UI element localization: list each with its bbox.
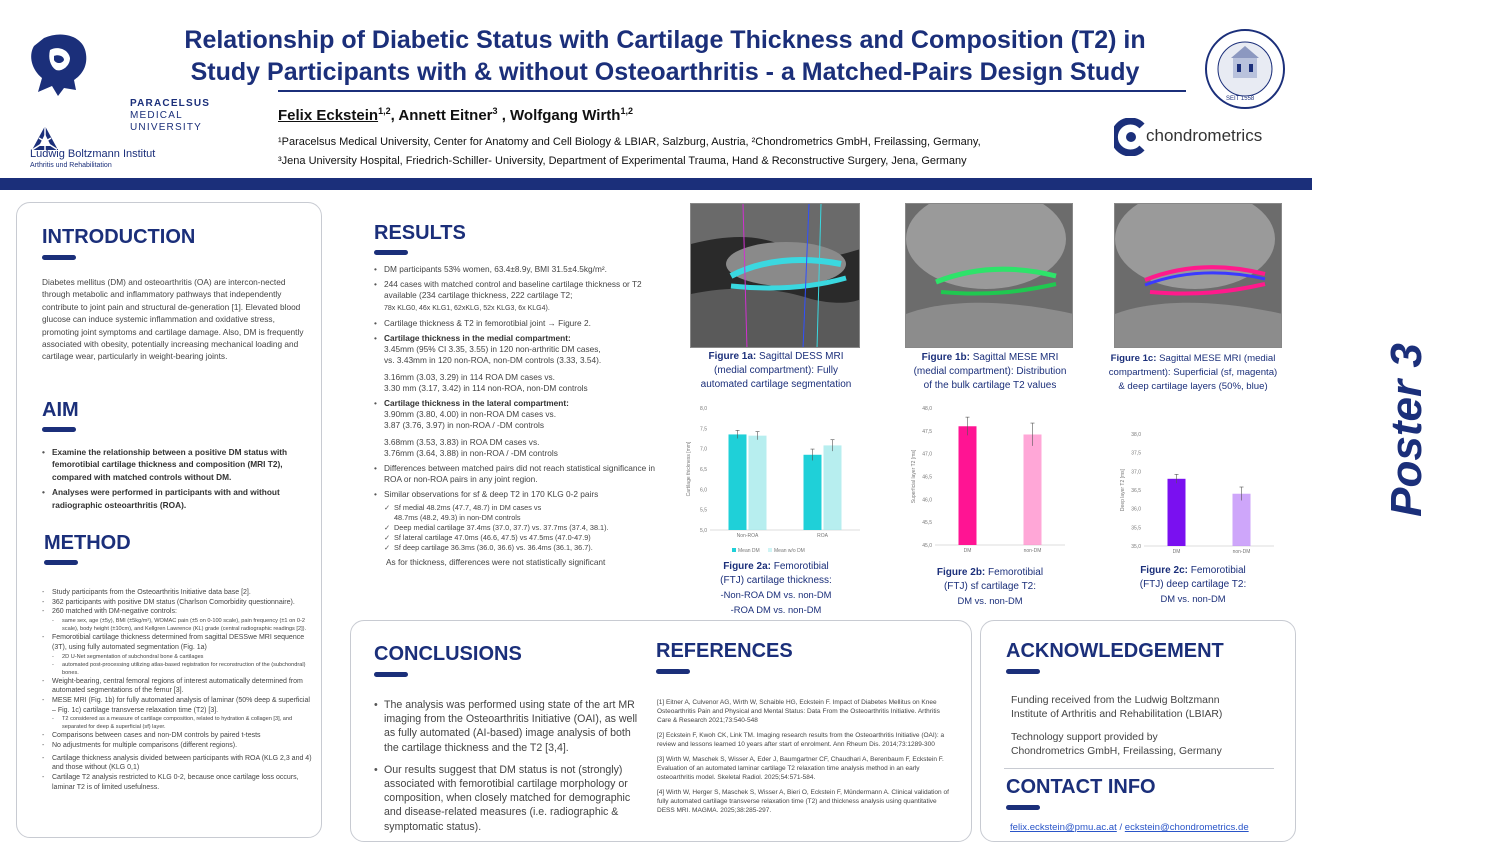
header-band xyxy=(0,178,1312,190)
email-link-pmu[interactable]: felix.eckstein@pmu.ac.at xyxy=(1010,822,1117,833)
figure-1c-label: Figure 1c: xyxy=(1110,353,1157,364)
figure-2b-label: Figure 2b: xyxy=(936,567,986,578)
y-tick-label: 7,0 xyxy=(700,446,707,453)
figure-1a-label: Figure 1a: xyxy=(708,351,757,362)
y-tick-label: 36,0 xyxy=(1131,506,1141,513)
chart-svg xyxy=(680,400,870,560)
method-item: - Cartilage T2 analysis restricted to KLG 0-2, because once cartilage loss occurs, laminar T2 is of limited usefulness. xyxy=(42,773,314,792)
figure-2a-text-4: -ROA DM vs. non-DM xyxy=(730,604,822,615)
chart-svg xyxy=(1114,426,1284,566)
y-tick-label: 6,5 xyxy=(700,467,707,473)
y-tick-label: 36,5 xyxy=(1131,488,1141,494)
method-item: - Study participants from the Osteoarthritis Initiative data base [2]. xyxy=(42,588,314,598)
result-r4c: 3.16mm (3.03, 3.29) in 114 ROA DM cases vs. xyxy=(384,371,555,382)
figure-2b-caption xyxy=(915,566,1065,609)
result-r4d: 3.30 mm (3.17, 3.42) in 114 non-ROA, non-DM controls xyxy=(384,382,588,393)
result-r5b: 3.87 (3.76, 3.97) in non-ROA / -DM controls xyxy=(384,420,545,431)
bar xyxy=(824,445,842,530)
result-item: • DM participants 53% women, 63.4±8.9y, BMI 31.5±4.5kg/m². xyxy=(374,264,666,275)
y-tick-label: 5,0 xyxy=(700,528,707,534)
bar xyxy=(804,455,822,530)
funding-line-1: Funding received from the Ludwig Boltzmann xyxy=(1011,695,1220,706)
chart-svg xyxy=(905,400,1075,565)
references-list xyxy=(657,698,953,821)
result-r5c: 3.68mm (3.53, 3.83) in ROA DM cases vs. xyxy=(384,436,540,447)
figure-2c-chart xyxy=(1114,426,1284,566)
figure-2c-text-3: DM vs. non-DM xyxy=(1160,593,1226,604)
figure-2c-label: Figure 2c: xyxy=(1140,565,1188,576)
introduction-heading-bar xyxy=(42,255,76,260)
introduction-text: Diabetes mellitus (DM) and osteoarthritis (OA) are intercon-nected through metabolic and inflammatory pathways that independently contribute to joint pain and structural de-generation [1]. Elevated blood glucose can induce systemic inflammation and oxidative stress, promoting joint symptoms and cartilage damage. Also, DM is frequently associated with obesity, potentially increasing mechanical loading and cartilage wear, particularly in weight-bearing joints. xyxy=(42,277,304,362)
legend-swatch xyxy=(732,548,736,552)
bar xyxy=(729,434,747,530)
figure-1a-caption xyxy=(686,350,866,392)
figure-2c-text-1: Femorotibial xyxy=(1187,565,1246,576)
method-item: - Comparisons between cases and non-DM controls by paired t-tests xyxy=(42,731,314,741)
method-subitem: - 2D U-Net segmentation of subchondral bone & cartilages xyxy=(52,653,314,661)
y-tick-label: 46,0 xyxy=(922,497,932,504)
bar xyxy=(749,436,767,530)
result-r4a: 3.45mm (95% CI 3.35, 3.55) in 120 non-arthritic DM cases, xyxy=(384,344,601,355)
result-item xyxy=(374,489,666,552)
conclusion-item: • The analysis was performed using state of the art MR imaging from the Osteoarthritis Initiative (OAI), as well as fully automated (AI-based) image analysis of both the cartilage thickness and the T2 [3,4]. xyxy=(374,698,640,755)
legend-label: Mean DM xyxy=(738,548,760,554)
method-list xyxy=(42,588,314,793)
y-tick-label: 46,5 xyxy=(922,474,932,481)
x-tick-label: non-DM xyxy=(1232,549,1251,555)
author-eckstein-sup: 1,2 xyxy=(378,106,391,116)
author-wirth: , Wolfgang Wirth xyxy=(497,107,621,124)
method-item: - 362 participants with positive DM status (Charlson Comorbidity questionnaire). xyxy=(42,598,314,608)
pmu-line2: MEDICAL xyxy=(130,110,183,121)
y-tick-label: 35,5 xyxy=(1131,525,1141,532)
x-tick-label: ROA xyxy=(817,533,828,539)
result-subitem xyxy=(384,503,666,523)
figure-1a-text-1: Sagittal DESS MRI xyxy=(756,351,844,362)
method-item: - MESE MRI (Fig. 1b) for fully automated analysis of laminar (50% deep & superficial – Fig. 1c) cartilage transverse relaxation time (T2) [3]. xyxy=(42,696,314,715)
figure-2a-chart xyxy=(680,400,870,560)
pmu-line1: PARACELSUS xyxy=(130,98,211,109)
y-tick-label: 47,5 xyxy=(922,428,932,435)
y-tick-label: 5,5 xyxy=(700,507,707,514)
result-r2: 244 cases with matched control and baseline cartilage thickness or T2 available (234 cartilage thickness, 222 cartilage T2; xyxy=(384,279,642,301)
method-item: - Cartilage thickness analysis divided between participants with ROA (KLG 2,3 and 4) and those without (KLG 0,1) xyxy=(42,754,314,773)
aim-heading: AIM xyxy=(42,399,79,421)
references-heading-bar xyxy=(656,669,690,674)
figure-1b-caption xyxy=(900,351,1080,393)
y-tick-label: 38,0 xyxy=(1131,432,1141,438)
figure-1b-text-1: Sagittal MESE MRI xyxy=(969,352,1059,363)
title-line-1: Relationship of Diabetic Status with Cartilage Thickness and Composition (T2) in xyxy=(184,26,1146,54)
author-eitner: , Annett Eitner xyxy=(390,107,493,124)
poster-number-label: Poster 3 xyxy=(1381,343,1431,517)
email-separator: / xyxy=(1116,822,1125,833)
figure-1a-image xyxy=(690,203,860,348)
result-item xyxy=(374,279,666,314)
figure-2a-caption xyxy=(696,560,856,618)
author-wirth-sup: 1,2 xyxy=(620,106,633,116)
contact-emails xyxy=(1010,822,1249,833)
conclusions-list xyxy=(374,698,640,834)
reference-item: [2] Eckstein F, Kwoh CK, Link TM. Imaging research results from the Osteoarthritis Initiative (OAI): a review and lessons learned 10 years after start of enrolment. Ann Rheum Dis. 2014;73:1289-300 xyxy=(657,732,945,748)
conclusions-heading-bar xyxy=(374,672,408,677)
method-subitem: - automated post-processing utilizing atlas-based registration for reconstruction of the (subchondral) bones. xyxy=(52,661,314,677)
figure-2c-caption xyxy=(1118,564,1268,607)
reference-item: [1] Eitner A, Culvenor AG, Wirth W, Schaible HG, Eckstein F. Impact of Diabetes Mellitus on Knee Osteoarthritis Pain and Physical and Mental Status: Data From the Osteoarthritis Initiative. Arthritis Care & Research 2021;73:540-548 xyxy=(657,699,940,724)
method-heading: METHOD xyxy=(44,532,131,554)
acknowledgement-text xyxy=(1011,694,1222,759)
figure-2a-text-2: (FTJ) cartilage thickness: xyxy=(720,575,832,586)
result-item: • Cartilage thickness & T2 in femorotibial joint → Figure 2. xyxy=(374,318,666,329)
y-tick-label: 45,0 xyxy=(922,543,932,549)
pmu-logo-icon xyxy=(24,30,94,98)
y-axis-label: Deep layer T2 [ms] xyxy=(1120,468,1126,512)
email-link-chondrometrics[interactable]: eckstein@chondrometrics.de xyxy=(1124,822,1249,833)
method-subitem: - same sex, age (±5y), BMI (±5kg/m²), WOMAC pain (±5 on 0-100 scale), pain frequency (±1 on 0-2 scale), body height (±10cm), and Kellgren Lawrence (KL) grade (central radiographic readings [2]). xyxy=(52,617,314,633)
x-tick-label: DM xyxy=(963,548,972,554)
figure-1b-label: Figure 1b: xyxy=(921,352,970,363)
figure-2a-label: Figure 2a: xyxy=(723,561,771,572)
reference-item: [4] Wirth W, Herger S, Maschek S, Wisser A, Bieri O, Eckstein F, Mündermann A. Clinical validation of fully automated cartilage transverse relaxation time (T2) and thickness analysis using quantitative DESS MRI. MAGMA. 2025;38:285-297. xyxy=(657,789,949,814)
reference-item: [3] Wirth W, Maschek S, Wisser A, Eder J, Baumgartner CF, Chaudhari A, Berenbaum F, Eckstein F. Evaluation of an automated laminar cartilage T2 relaxation time analysis method in an early osteoarthritis model. Skeletal Radiol. 2025;54:571-584. xyxy=(657,756,944,781)
aim-list xyxy=(42,446,310,511)
bar xyxy=(1233,494,1251,546)
title-rule xyxy=(278,90,1186,92)
pmu-line3: UNIVERSITY xyxy=(130,122,203,133)
method-item: - No adjustments for multiple comparisons (different regions). xyxy=(42,741,314,751)
legend-label: Mean w/o DM xyxy=(774,548,805,554)
bar xyxy=(1024,434,1042,545)
acknowledgement-heading-bar xyxy=(1006,669,1040,674)
chondrometrics-logo-icon xyxy=(1114,118,1146,156)
method-item: - Femorotibial cartilage thickness determined from sagittal DESSwe MRI sequence (3T), using fully automated segmentation (Fig. 1a) xyxy=(42,633,314,652)
y-tick-label: 37,0 xyxy=(1131,469,1141,476)
authors xyxy=(278,106,633,124)
y-tick-label: 37,5 xyxy=(1131,450,1141,457)
result-r5d: 3.76mm (3.64, 3.88) in non-ROA / -DM controls xyxy=(384,447,558,458)
affiliation-1: ¹Paracelsus Medical University, Center for Anatomy and Cell Biology & LBIAR, Salzburg, Austria, ²Chondrometrics GmbH, Freilassing, Germany, xyxy=(278,136,981,148)
method-item: - 260 matched with DM-negative controls: xyxy=(42,607,314,617)
result-closing: As for thickness, differences were not statistically significant xyxy=(386,556,606,567)
figure-2b-text-3: DM vs. non-DM xyxy=(957,595,1023,606)
figure-2c-text-2: (FTJ) deep cartilage T2: xyxy=(1139,579,1247,590)
result-subitem: ✓ Deep medial cartilage 37.4ms (37.0, 37.7) vs. 37.7ms (37.4, 38.1). xyxy=(384,523,666,533)
lbi-name: Ludwig Boltzmann Institut xyxy=(30,148,156,160)
results-list xyxy=(374,264,666,568)
figure-1c-text-1: Sagittal MESE MRI (medial xyxy=(1156,353,1276,364)
author-eckstein: Felix Eckstein xyxy=(278,107,379,124)
ack-divider xyxy=(1004,768,1274,769)
aim-heading-bar xyxy=(42,427,76,432)
results-heading: RESULTS xyxy=(374,222,466,244)
result-r5a: 3.90mm (3.80, 4.00) in non-ROA DM cases vs. xyxy=(384,409,556,420)
introduction-heading: INTRODUCTION xyxy=(42,226,196,248)
conclusion-item: • Our results suggest that DM status is not (strongly) associated with femorotibial cartilage morphology or composition, when closely matched for demographic and disease-related measures (i.e. radiographic & symptomatic status). xyxy=(374,763,640,834)
result-item xyxy=(374,333,666,394)
figure-1b-text-3: of the bulk cartilage T2 values xyxy=(923,380,1057,391)
result-item xyxy=(374,398,666,459)
title-line-2: Study Participants with & without Osteoarthritis - a Matched-Pairs Design Study xyxy=(190,58,1140,86)
figure-1c-image xyxy=(1114,203,1282,348)
result-r2b: 78x KLG0, 46x KLG1, 62xKLG, 52x KLG3, 6x KLG4). xyxy=(384,304,550,312)
x-tick-label: Non-ROA xyxy=(736,533,759,539)
chondrometrics-logo-text xyxy=(1146,126,1262,146)
legend-swatch xyxy=(768,548,772,552)
result-item: • Differences between matched pairs did not reach statistical significance in ROA or non-ROA pairs in any joint region. xyxy=(374,463,666,485)
lbi-logo-text xyxy=(30,148,155,172)
y-tick-label: 48,0 xyxy=(922,406,932,412)
result-r7a: Sf medial 48.2ms (47.7, 48.7) in DM cases vs xyxy=(394,502,542,512)
x-tick-label: DM xyxy=(1172,549,1181,555)
figure-2a-text-3: -Non-ROA DM vs. non-DM xyxy=(720,589,832,600)
y-tick-label: 45,5 xyxy=(922,520,932,527)
author-eitner-sup: 3 xyxy=(492,106,498,116)
conclusions-heading: CONCLUSIONS xyxy=(374,643,522,665)
y-tick-label: 35,0 xyxy=(1131,544,1141,550)
acknowledgement-heading: ACKNOWLEDGEMENT xyxy=(1006,640,1224,662)
support-line-2: Chondrometrics GmbH, Freilassing, Germany xyxy=(1011,746,1222,757)
bar xyxy=(1168,479,1186,546)
method-item: - Weight-bearing, central femoral regions of interest automatically determined from automated segmentations of the femur [3]. xyxy=(42,677,314,696)
results-heading-bar xyxy=(374,250,408,255)
poster-number xyxy=(1360,330,1470,530)
chondrometrics-name: chondrometrics xyxy=(1146,126,1263,145)
contact-heading-bar xyxy=(1006,805,1040,810)
method-heading-bar xyxy=(44,560,78,565)
y-axis-label: Superficial layer T2 [ms] xyxy=(911,449,917,504)
jena-seal-year: SEIT 1558 xyxy=(1226,96,1255,102)
figure-1c-text-2: compartment): Superficial (sf, magenta) xyxy=(1108,367,1278,378)
affiliation-2: ³Jena University Hospital, Friedrich-Schiller- University, Department of Experimental Trauma, Hand & Reconstructive Surgery, Jena, Germany xyxy=(278,155,967,167)
method-subitem: - T2 considered as a measure of cartilage composition, related to hydration & collagen [3], and separated for deep & superficial (sf) layer. xyxy=(52,715,314,731)
result-r4b: vs. 3.43mm in 120 non-ROA, non-DM controls (3.33, 3.54). xyxy=(384,355,602,366)
funding-line-2: Institute of Arthritis and Rehabilitation (LBIAR) xyxy=(1011,709,1223,720)
poster-title xyxy=(140,24,1190,88)
bar xyxy=(959,426,977,545)
contact-heading: CONTACT INFO xyxy=(1006,776,1156,798)
result-medial-heading: Cartilage thickness in the medial compartment: xyxy=(384,333,571,344)
aim-item: • Examine the relationship between a positive DM status with femorotibial cartilage thickness and composition (MRI T2), compared with matched controls without DM. xyxy=(42,446,310,483)
y-tick-label: 6,0 xyxy=(700,487,707,494)
y-tick-label: 7,5 xyxy=(700,426,707,433)
references-heading: REFERENCES xyxy=(656,640,793,662)
figure-1c-text-3: & deep cartilage layers (50%, blue) xyxy=(1118,381,1268,392)
result-r7: Similar observations for sf & deep T2 in 170 KLG 0-2 pairs xyxy=(384,489,599,500)
result-r7a2: 48.7ms (48.2, 49.3) in non-DM controls xyxy=(394,512,521,522)
figure-1b-image xyxy=(905,203,1073,348)
lbi-sub: Arthritis und Rehabilitation xyxy=(30,162,112,169)
figure-2b-text-1: Femorotibial xyxy=(985,567,1044,578)
pmu-logo-text xyxy=(130,98,210,134)
figure-2a-text-1: Femorotibial xyxy=(770,561,829,572)
figure-2b-text-2: (FTJ) sf cartilage T2: xyxy=(943,581,1037,592)
result-subitem: ✓ Sf lateral cartilage 47.0ms (46.6, 47.5) vs 47.5ms (47.0-47.9) xyxy=(384,533,666,543)
figure-2b-chart xyxy=(905,400,1075,565)
result-lateral-heading: Cartilage thickness in the lateral compartment: xyxy=(384,398,569,409)
aim-item: • Analyses were performed in participants with and without radiographic osteoarthritis (ROA). xyxy=(42,486,310,511)
figure-1a-text-2: (medial compartment): Fully xyxy=(714,365,838,376)
x-tick-label: non-DM xyxy=(1023,548,1042,554)
y-tick-label: 47,0 xyxy=(922,451,932,458)
figure-1b-text-2: (medial compartment): Distribution xyxy=(913,366,1067,377)
figure-1c-caption xyxy=(1098,352,1288,394)
support-line-1: Technology support provided by xyxy=(1011,732,1158,743)
y-tick-label: 8,0 xyxy=(700,406,707,412)
figure-1a-text-3: automated cartilage segmentation xyxy=(700,379,852,390)
y-axis-label: Cartilage thickness [mm] xyxy=(686,441,692,497)
result-subitem: ✓ Sf deep cartilage 36.3ms (36.0, 36.6) vs. 36.4ms (36.1, 36.7). xyxy=(384,543,666,553)
